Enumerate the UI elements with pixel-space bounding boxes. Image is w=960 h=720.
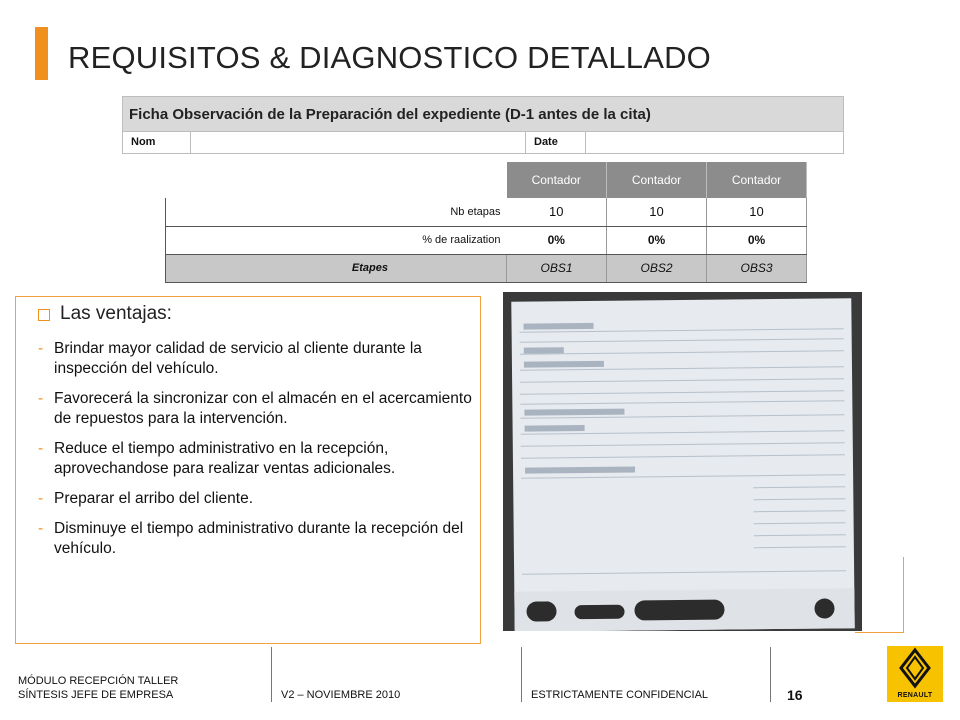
table-cell: 10 <box>607 198 707 226</box>
table-row <box>166 198 807 226</box>
date-value-cell <box>586 132 843 153</box>
dash-bullet-icon: - <box>38 340 44 357</box>
counter-header-3: Contador <box>707 162 807 198</box>
table-row <box>166 226 807 254</box>
dash-bullet-icon: - <box>38 440 44 457</box>
counter-table-header <box>166 162 807 198</box>
form-logos-strip <box>514 588 854 631</box>
nom-value-cell <box>191 132 526 153</box>
counter-table <box>165 162 807 283</box>
page-title: REQUISITOS & DIAGNOSTICO DETALLADO <box>68 40 711 75</box>
row-label-nb-etapas: Nb etapas <box>166 198 507 226</box>
list-item: - Favorecerá la sincronizar con el almacén en el acercamiento de repuestos para la intervención. <box>38 390 472 427</box>
table-cell: 0% <box>707 226 807 254</box>
footer-divider <box>770 647 771 702</box>
table-cell: OBS1 <box>507 254 607 282</box>
etapes-row <box>166 254 807 282</box>
footer-version: V2 – NOVIEMBRE 2010 <box>281 689 401 701</box>
page-number: 16 <box>787 687 803 703</box>
advantages-heading-row <box>38 303 172 325</box>
dash-bullet-icon: - <box>38 520 44 537</box>
observation-sheet-fields <box>123 131 843 153</box>
list-item: - Brindar mayor calidad de servicio al cliente durante la inspección del vehículo. <box>38 340 422 377</box>
table-cell: 10 <box>707 198 807 226</box>
form-photo <box>503 292 862 631</box>
table-cell: OBS3 <box>707 254 807 282</box>
decorative-line-vertical <box>903 557 904 633</box>
row-label-realization: % de raalization <box>166 226 507 254</box>
footer-module-line1: MÓDULO RECEPCIÓN TALLER <box>18 675 179 687</box>
advantages-heading: Las ventajas: <box>60 303 172 324</box>
date-label: Date <box>526 132 586 153</box>
etapes-label: Etapes <box>166 254 507 282</box>
renault-diamond-icon <box>887 646 943 690</box>
counter-header-1: Contador <box>507 162 607 198</box>
table-cell: OBS2 <box>607 254 707 282</box>
advantages-box <box>15 296 481 644</box>
renault-logo <box>887 646 943 702</box>
footer-module-line2: SÍNTESIS JEFE DE EMPRESA <box>18 689 174 701</box>
counter-header-2: Contador <box>607 162 707 198</box>
footer-divider <box>521 647 522 702</box>
square-bullet-icon <box>38 309 50 321</box>
table-cell: 10 <box>507 198 607 226</box>
dash-bullet-icon: - <box>38 390 44 407</box>
footer-divider <box>271 647 272 702</box>
list-item: - Preparar el arribo del cliente. <box>38 490 254 507</box>
table-cell: 0% <box>507 226 607 254</box>
form-sheet-illustration <box>511 298 854 631</box>
title-accent-bar <box>35 27 48 80</box>
decorative-line-horizontal <box>855 632 903 633</box>
nom-label: Nom <box>123 132 191 153</box>
advantages-list <box>38 339 478 569</box>
observation-sheet-title: Ficha Observación de la Preparación del expediente (D-1 antes de la cita) <box>123 97 843 131</box>
list-item: - Disminuye el tiempo administrativo durante la recepción del vehículo. <box>38 520 464 557</box>
list-item: - Reduce el tiempo administrativo en la recepción, aprovechandose para realizar ventas adicionales. <box>38 440 396 477</box>
renault-wordmark: RENAULT <box>897 692 933 699</box>
footer-confidential: ESTRICTAMENTE CONFIDENCIAL <box>531 689 709 701</box>
observation-sheet-header <box>122 96 844 154</box>
table-cell: 0% <box>607 226 707 254</box>
dash-bullet-icon: - <box>38 490 44 507</box>
